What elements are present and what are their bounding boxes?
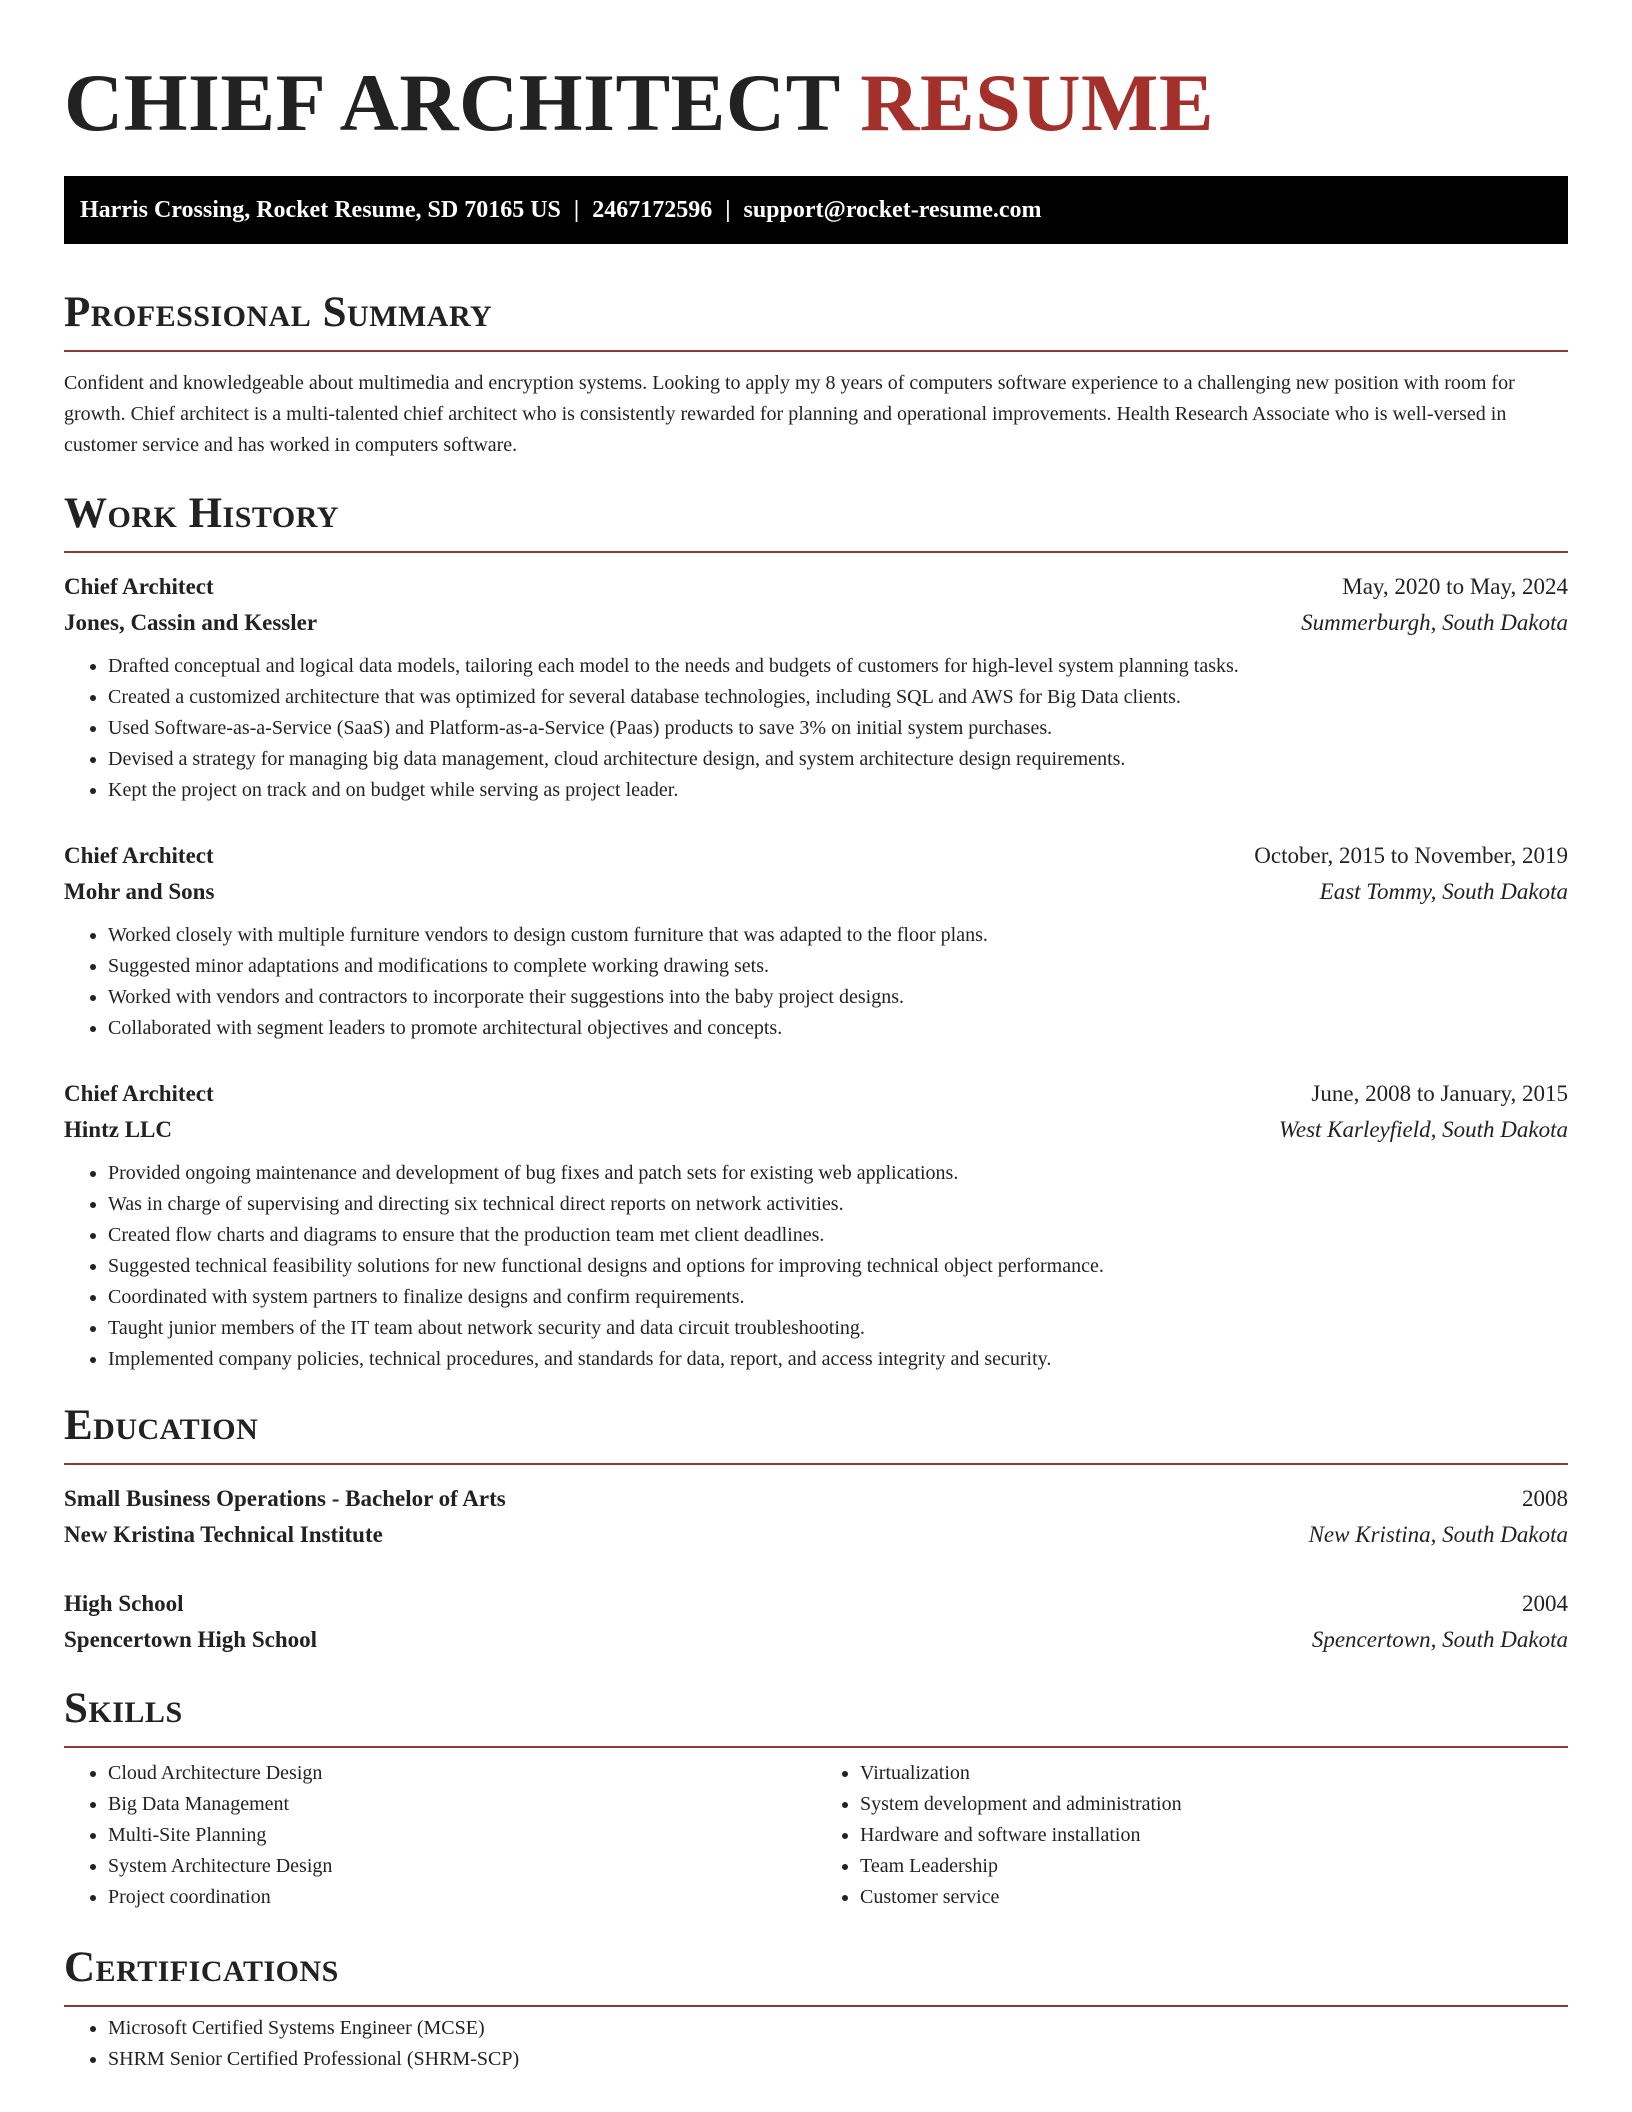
list-item: • Suggested technical feasibility solutions for new functional designs and options for improving technical object performance. (108, 1251, 1568, 1282)
education-entry (64, 1481, 1568, 1553)
job-bullets (64, 651, 1568, 806)
job-dates: May, 2020 to May, 2024 (1342, 574, 1568, 599)
certifications-list (64, 2013, 1568, 2075)
job-title: Chief Architect (64, 1081, 214, 1106)
job-title-row (64, 569, 1568, 605)
list-item: • Used Software-as-a-Service (SaaS) and Platform-as-a-Service (Paas) products to save 3% on initial system purchases. (108, 713, 1568, 744)
list-item: • Kept the project on track and on budget while serving as project leader. (108, 775, 1568, 806)
section-heading-skills: Skills (64, 1684, 1568, 1748)
list-item: • Big Data Management (108, 1789, 816, 1820)
job-title: Chief Architect (64, 843, 214, 868)
job-bullets (64, 920, 1568, 1044)
education-entry (64, 1586, 1568, 1658)
education-school-row (64, 1517, 1568, 1553)
job-bullets (64, 1158, 1568, 1375)
job-company-row (64, 1112, 1568, 1148)
contact-phone: 2467172596 (592, 197, 713, 223)
list-item: • Multi-Site Planning (108, 1820, 816, 1851)
skills-list-left (64, 1758, 816, 1913)
skills-grid (64, 1748, 1568, 1913)
list-item: • Drafted conceptual and logical data models, tailoring each model to the needs and budgets of customers for high-level system planning tasks. (108, 651, 1568, 682)
education-location: Spencertown, South Dakota (1311, 1627, 1568, 1652)
education-degree-row (64, 1586, 1568, 1622)
list-item: • Was in charge of supervising and directing six technical direct reports on network activities. (108, 1189, 1568, 1220)
title-main: CHIEF ARCHITECT (64, 57, 840, 148)
list-item: • Worked closely with multiple furniture vendors to design custom furniture that was adapted to the floor plans. (108, 920, 1568, 951)
job-company: Hintz LLC (64, 1117, 172, 1142)
list-item: • System development and administration (860, 1789, 1568, 1820)
job-location: West Karleyfield, South Dakota (1278, 1117, 1568, 1142)
job-title-row (64, 1076, 1568, 1112)
job-title: Chief Architect (64, 574, 214, 599)
education-degree-row (64, 1481, 1568, 1517)
education-year: 2004 (1522, 1591, 1568, 1616)
professional-summary-section (64, 288, 1568, 461)
job-location: East Tommy, South Dakota (1319, 879, 1568, 904)
job-title-row (64, 838, 1568, 874)
job-company: Mohr and Sons (64, 879, 215, 904)
summary-text: Confident and knowledgeable about multimedia and encryption systems. Looking to apply my 8 years of computers software experience to a challenging new position with room for growth. Chief architect is a multi-talented chief architect who is consistently rewarded for planning and operational improvements. Health Research Associate who is well-versed in customer service and has worked in computers software. (64, 372, 1515, 456)
list-item: • Microsoft Certified Systems Engineer (MCSE) (108, 2013, 1568, 2044)
section-heading-education: Education (64, 1401, 1568, 1465)
contact-bar (64, 176, 1568, 244)
job-company: Jones, Cassin and Kessler (64, 610, 318, 635)
list-item: • Collaborated with segment leaders to promote architectural objectives and concepts. (108, 1013, 1568, 1044)
list-item: • Created a customized architecture that was optimized for several database technologies, including SQL and AWS for Big Data clients. (108, 682, 1568, 713)
list-item: • Team Leadership (860, 1851, 1568, 1882)
job-dates: October, 2015 to November, 2019 (1254, 843, 1568, 868)
list-item: • Virtualization (860, 1758, 1568, 1789)
list-item: • Worked with vendors and contractors to incorporate their suggestions into the baby project designs. (108, 982, 1568, 1013)
job-entry (64, 569, 1568, 806)
section-heading-work: Work History (64, 489, 1568, 553)
skills-section (64, 1684, 1568, 1913)
work-history-section (64, 489, 1568, 1375)
list-item: • Hardware and software installation (860, 1820, 1568, 1851)
list-item: • Project coordination (108, 1882, 816, 1913)
job-company-row (64, 874, 1568, 910)
education-school-row (64, 1622, 1568, 1658)
education-school: Spencertown High School (64, 1627, 318, 1652)
education-year: 2008 (1522, 1486, 1568, 1511)
list-item: • SHRM Senior Certified Professional (SHRM-SCP) (108, 2044, 1568, 2075)
education-school: New Kristina Technical Institute (64, 1522, 383, 1547)
job-location: Summerburgh, South Dakota (1301, 610, 1568, 635)
list-item: • Devised a strategy for managing big data management, cloud architecture design, and system architecture design requirements. (108, 744, 1568, 775)
job-company-row (64, 605, 1568, 641)
education-location: New Kristina, South Dakota (1308, 1522, 1568, 1547)
list-item: • Provided ongoing maintenance and development of bug fixes and patch sets for existing web applications. (108, 1158, 1568, 1189)
title-accent: RESUME (860, 57, 1215, 148)
list-item: • Cloud Architecture Design (108, 1758, 816, 1789)
certifications-section (64, 1943, 1568, 2075)
contact-email[interactable]: support@rocket-resume.com (743, 197, 1042, 223)
job-entry (64, 1076, 1568, 1375)
section-heading-certifications: Certifications (64, 1943, 1568, 2007)
education-section (64, 1401, 1568, 1658)
list-item: • System Architecture Design (108, 1851, 816, 1882)
list-item: • Coordinated with system partners to finalize designs and confirm requirements. (108, 1282, 1568, 1313)
list-item: • Created flow charts and diagrams to ensure that the production team met client deadlines. (108, 1220, 1568, 1251)
education-degree: High School (64, 1591, 184, 1616)
contact-address: Harris Crossing, Rocket Resume, SD 70165 US (80, 197, 561, 223)
resume-title (64, 0, 1568, 176)
list-item: • Implemented company policies, technical procedures, and standards for data, report, and access integrity and security. (108, 1344, 1568, 1375)
skills-list-right (816, 1758, 1568, 1913)
contact-separator: | (725, 197, 731, 223)
job-dates: June, 2008 to January, 2015 (1311, 1081, 1568, 1106)
contact-separator: | (573, 197, 580, 223)
job-entry (64, 838, 1568, 1044)
list-item: • Customer service (860, 1882, 1568, 1913)
list-item: • Suggested minor adaptations and modifications to complete working drawing sets. (108, 951, 1568, 982)
list-item: • Taught junior members of the IT team about network security and data circuit troubleshooting. (108, 1313, 1568, 1344)
section-heading-summary: Professional Summary (64, 288, 1568, 352)
education-degree: Small Business Operations - Bachelor of Arts (64, 1486, 506, 1511)
